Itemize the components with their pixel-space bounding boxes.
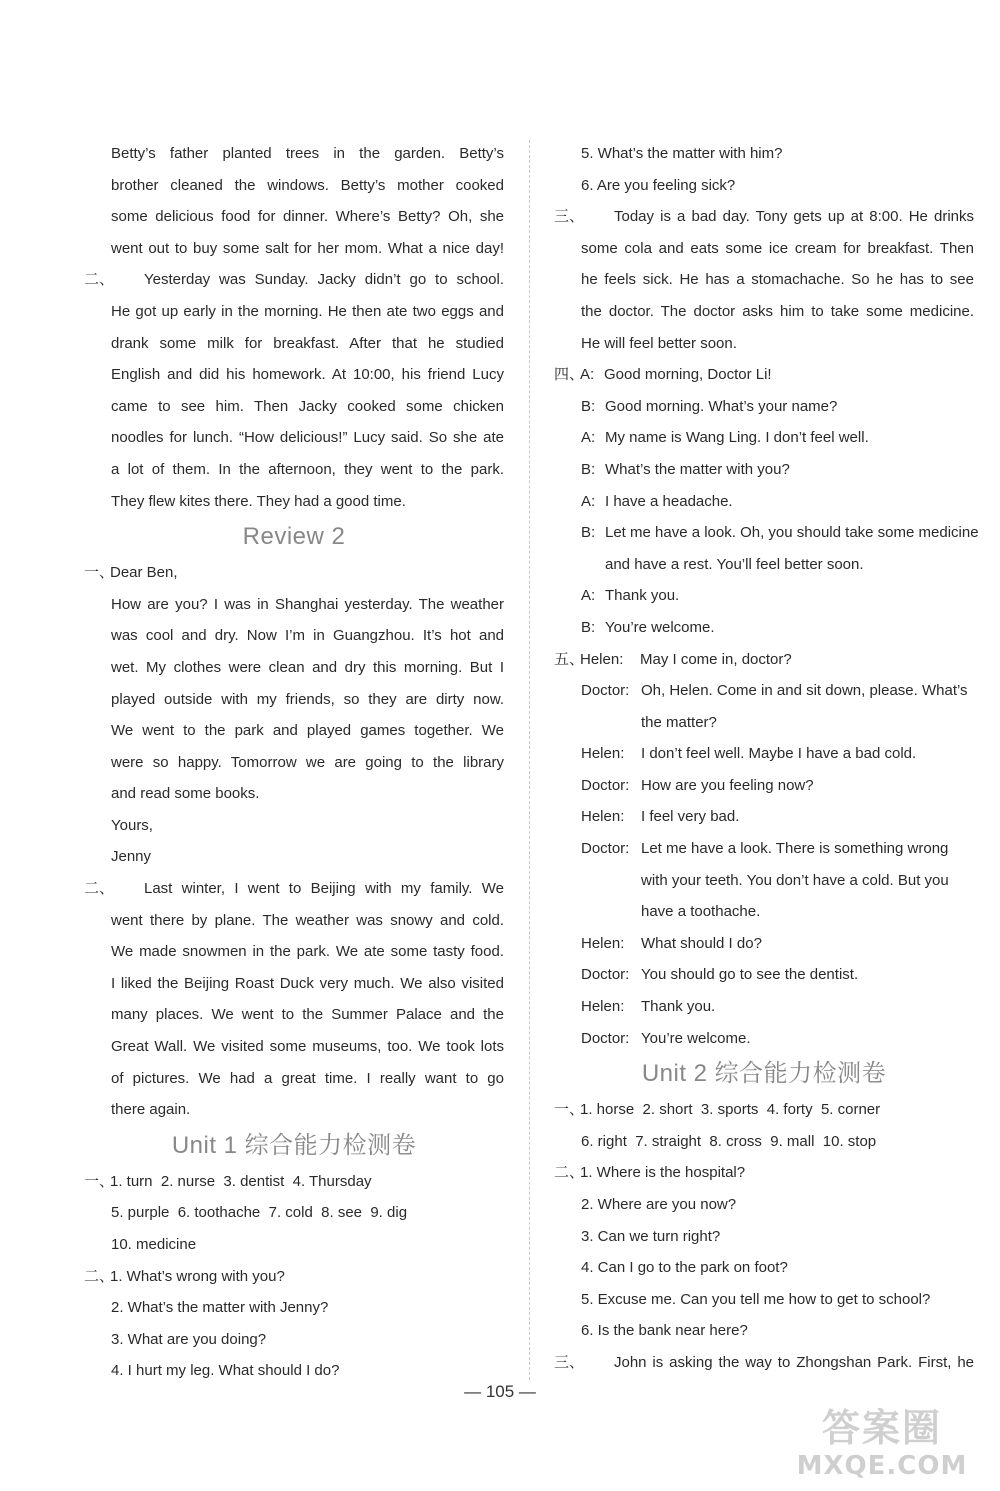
speaker-label: Helen: bbox=[581, 808, 625, 826]
speaker-label: Helen: bbox=[581, 998, 625, 1016]
page-number: — 105 — bbox=[464, 1382, 536, 1401]
watermark-text-top: 答案圈 bbox=[821, 1406, 942, 1450]
text-line: 1. turn 2. nurse 3. dentist 4. Thursday bbox=[110, 1172, 372, 1190]
left-column bbox=[84, 138, 504, 1387]
unit-2-section-1-first-line bbox=[554, 1094, 974, 1126]
dialogue-text: What should I do? bbox=[641, 934, 762, 952]
speaker-label: Helen: bbox=[581, 745, 625, 763]
text-line: 2. Where are you now? bbox=[581, 1196, 737, 1213]
dialogue-line bbox=[554, 359, 974, 391]
section-mark: 一、 bbox=[84, 564, 115, 582]
dialogue-text: Let me have a look. Oh, you should take some medicine bbox=[605, 524, 979, 542]
dialogue-line bbox=[554, 1023, 974, 1055]
unit-2-heading: Unit 2 综合能力检测卷 bbox=[641, 1060, 887, 1088]
dialogue-section-4 bbox=[554, 359, 979, 643]
dialogue-line bbox=[554, 517, 979, 549]
dialogue-text: Thank you. bbox=[605, 587, 680, 605]
section-mark: 二、 bbox=[554, 1164, 585, 1182]
unit-1-section-2-first-line bbox=[84, 1261, 504, 1293]
text-line: 6. right 7. straight 8. cross 9. mall 10. stop bbox=[581, 1132, 877, 1150]
text-line: 6. Are you feeling sick? bbox=[581, 176, 736, 194]
dialogue-text: You’re welcome. bbox=[605, 618, 715, 636]
text-line: I liked the Beijing Roast Duck very much. We also visited bbox=[111, 974, 504, 992]
text-line: He got up early in the morning. He then ate two eggs and bbox=[111, 302, 504, 320]
dialogue-section-5 bbox=[554, 644, 974, 1055]
unit-2-section-2-first-line bbox=[554, 1157, 974, 1189]
text-line: went out to buy some salt for her mom. What a nice day! bbox=[111, 239, 504, 257]
speaker-label: B: bbox=[581, 618, 596, 636]
dialogue-line bbox=[554, 928, 974, 960]
text-line: They flew kites there. They had a good time. bbox=[111, 492, 406, 510]
dialogue-line bbox=[554, 549, 974, 581]
dialogue-text: What’s the matter with you? bbox=[605, 460, 790, 478]
text-line: came to see him. Then Jacky cooked some chicken bbox=[111, 397, 504, 415]
unit-1-heading: Unit 1 综合能力检测卷 bbox=[171, 1131, 417, 1159]
text-line: drank some milk for breakfast. After that he studied bbox=[111, 334, 504, 352]
dialogue-text: You’re welcome. bbox=[641, 1029, 751, 1047]
section-mark: 二、 bbox=[84, 1267, 115, 1285]
dialogue-line bbox=[554, 707, 974, 739]
speaker-label: Doctor: bbox=[581, 682, 630, 700]
dialogue-text: I have a headache. bbox=[605, 492, 733, 510]
text-line: he feels sick. He has a stomachache. So he has to see bbox=[581, 271, 974, 289]
text-line: some cola and eats some ice cream for breakfast. Then bbox=[581, 239, 974, 257]
text-line: How are you? I was in Shanghai yesterday. The weather bbox=[111, 595, 504, 613]
review-2-heading: Review 2 bbox=[242, 523, 346, 551]
text-line: Last winter, I went to Beijing with my family. We bbox=[144, 880, 504, 898]
dialogue-text: and have a rest. You’ll feel better soon. bbox=[605, 555, 864, 573]
text-line: 4. I hurt my leg. What should I do? bbox=[111, 1362, 340, 1380]
section-mark: 三、 bbox=[554, 208, 585, 226]
text-line: was cool and dry. Now I’m in Guangzhou. It’s hot and bbox=[111, 627, 504, 645]
text-line: 6. Is the bank near here? bbox=[581, 1322, 748, 1340]
dialogue-text: with your teeth. You don’t have a cold. But you bbox=[641, 871, 949, 889]
text-line: Today is a bad day. Tony gets up at 8:00. He drinks bbox=[614, 208, 974, 226]
text-line: 4. Can I go to the park on foot? bbox=[581, 1259, 788, 1277]
section-mark: 五、 bbox=[554, 650, 585, 668]
text-line: Great Wall. We visited some museums, too. We took lots bbox=[111, 1038, 504, 1056]
speaker-label: B: bbox=[581, 397, 596, 415]
speaker-label: A: bbox=[581, 492, 596, 510]
dialogue-line bbox=[554, 959, 974, 991]
text-line: 1. What’s wrong with you? bbox=[110, 1267, 285, 1285]
dialogue-text: I feel very bad. bbox=[641, 808, 740, 826]
speaker-label: Doctor: bbox=[581, 776, 630, 794]
speaker-label: A: bbox=[581, 587, 596, 605]
speaker-label: Doctor: bbox=[581, 966, 630, 984]
unit-1-section-1-first-line bbox=[84, 1166, 504, 1198]
text-line: played outside with my friends, so they are dirty now. bbox=[111, 690, 504, 708]
text-line: Yesterday was Sunday. Jacky didn’t go to school. bbox=[144, 271, 504, 289]
dialogue-line bbox=[554, 391, 974, 423]
speaker-label: A: bbox=[581, 429, 596, 447]
right-column bbox=[554, 138, 979, 1379]
speaker-label: B: bbox=[581, 524, 596, 542]
dialogue-line bbox=[554, 738, 974, 770]
dialogue-line bbox=[554, 801, 974, 833]
dialogue-line bbox=[554, 580, 974, 612]
dialogue-line bbox=[554, 612, 974, 644]
watermark-logo bbox=[782, 1405, 982, 1481]
text-line: the doctor. The doctor asks him to take some medicine. bbox=[581, 302, 974, 320]
dialogue-line bbox=[554, 770, 974, 802]
dialogue-line bbox=[554, 486, 974, 518]
text-line: and read some books. bbox=[111, 785, 260, 803]
text-line: 5. What’s the matter with him? bbox=[581, 145, 783, 162]
text-line: 3. Can we turn right? bbox=[581, 1227, 721, 1245]
dialogue-text: the matter? bbox=[641, 713, 717, 731]
section-mark: 二、 bbox=[84, 880, 115, 898]
watermark-text-bottom: MXQE.COM bbox=[796, 1451, 968, 1481]
text-line: He will feel better soon. bbox=[581, 334, 737, 352]
dialogue-text: have a toothache. bbox=[641, 903, 761, 921]
dialogue-line bbox=[554, 896, 974, 928]
dialogue-text: Thank you. bbox=[641, 998, 716, 1016]
section-mark: 一、 bbox=[554, 1101, 585, 1119]
dialogue-line bbox=[554, 644, 974, 676]
text-line: wet. My clothes were clean and dry this morning. But I bbox=[111, 658, 504, 676]
dialogue-text: Oh, Helen. Come in and sit down, please. What’s bbox=[641, 682, 968, 700]
text-line: 1. horse 2. short 3. sports 4. forty 5. corner bbox=[580, 1101, 881, 1119]
text-line: John is asking the way to Zhongshan Park. First, he bbox=[614, 1353, 974, 1371]
section-mark: 三、 bbox=[554, 1353, 585, 1371]
text-line: many places. We went to the Summer Palace and the bbox=[111, 1006, 504, 1024]
text-line: of pictures. We had a great time. I really want to go bbox=[111, 1069, 504, 1087]
dialogue-line bbox=[554, 454, 974, 486]
text-line: We went to the park and played games together. We bbox=[111, 722, 504, 740]
text-line: a lot of them. In the afternoon, they went to the park. bbox=[111, 460, 504, 478]
text-line: Yours, bbox=[111, 816, 153, 834]
text-line: English and did his homework. At 10:00, his friend Lucy bbox=[111, 366, 504, 384]
speaker-label: Doctor: bbox=[581, 1029, 630, 1047]
text-line: 2. What’s the matter with Jenny? bbox=[111, 1299, 329, 1317]
section-mark: 二、 bbox=[84, 271, 115, 289]
text-line: there again. bbox=[111, 1101, 191, 1119]
dialogue-text: How are you feeling now? bbox=[641, 776, 814, 794]
letter-first-line bbox=[84, 557, 504, 589]
text-line: some delicious food for dinner. Where’s Betty? Oh, she bbox=[111, 208, 504, 226]
dialogue-line bbox=[554, 833, 974, 865]
dialogue-text: You should go to see the dentist. bbox=[641, 966, 859, 984]
dialogue-text: Good morning, Doctor Li! bbox=[604, 366, 772, 384]
column-divider bbox=[529, 140, 530, 1380]
review-2-section-2-first-line bbox=[84, 873, 504, 905]
text-line: 10. medicine bbox=[111, 1236, 197, 1253]
text-line: Jenny bbox=[111, 848, 152, 866]
text-line: brother cleaned the windows. Betty’s mother cooked bbox=[111, 176, 504, 194]
text-line: 5. Excuse me. Can you tell me how to get to school? bbox=[581, 1290, 931, 1308]
text-line: We made snowmen in the park. We ate some tasty food. bbox=[111, 943, 504, 961]
dialogue-line bbox=[554, 991, 974, 1023]
section-mark: 一、 bbox=[84, 1172, 115, 1190]
text-line: 3. What are you doing? bbox=[111, 1330, 267, 1348]
dialogue-text: Good morning. What’s your name? bbox=[605, 397, 838, 415]
speaker-label: B: bbox=[581, 460, 596, 478]
dialogue-line bbox=[554, 865, 974, 897]
text-line: 1. Where is the hospital? bbox=[580, 1164, 746, 1182]
text-line: went there by plane. The weather was snowy and cold. bbox=[111, 911, 504, 929]
unit-2-section-3-first-line bbox=[554, 1347, 974, 1379]
dialogue-text: May I come in, doctor? bbox=[640, 650, 792, 668]
speaker-label: Doctor: bbox=[581, 840, 630, 858]
section-3-first-line bbox=[554, 201, 974, 233]
text-line: were so happy. Tomorrow we are going to the library bbox=[111, 753, 504, 771]
dialogue-text: Let me have a look. There is something wrong bbox=[641, 840, 949, 858]
dialogue-text: I don’t feel well. Maybe I have a bad cold. bbox=[641, 745, 917, 763]
speaker-label: Helen: bbox=[581, 934, 625, 952]
text-line: Betty’s father planted trees in the garden. Betty’s bbox=[111, 145, 504, 162]
dialogue-text: My name is Wang Ling. I don’t feel well. bbox=[605, 429, 869, 447]
speaker-label: Helen: bbox=[580, 650, 624, 668]
text-line: noodles for lunch. “How delicious!” Lucy said. So she ate bbox=[111, 429, 504, 447]
speaker-label: A: bbox=[580, 366, 595, 384]
text-line: Dear Ben, bbox=[110, 564, 178, 582]
text-line: 5. purple 6. toothache 7. cold 8. see 9. dig bbox=[111, 1204, 408, 1222]
dialogue-line bbox=[554, 675, 974, 707]
section-mark: 四、 bbox=[554, 366, 585, 384]
dialogue-line bbox=[554, 422, 974, 454]
section-2-first-line bbox=[84, 264, 504, 296]
